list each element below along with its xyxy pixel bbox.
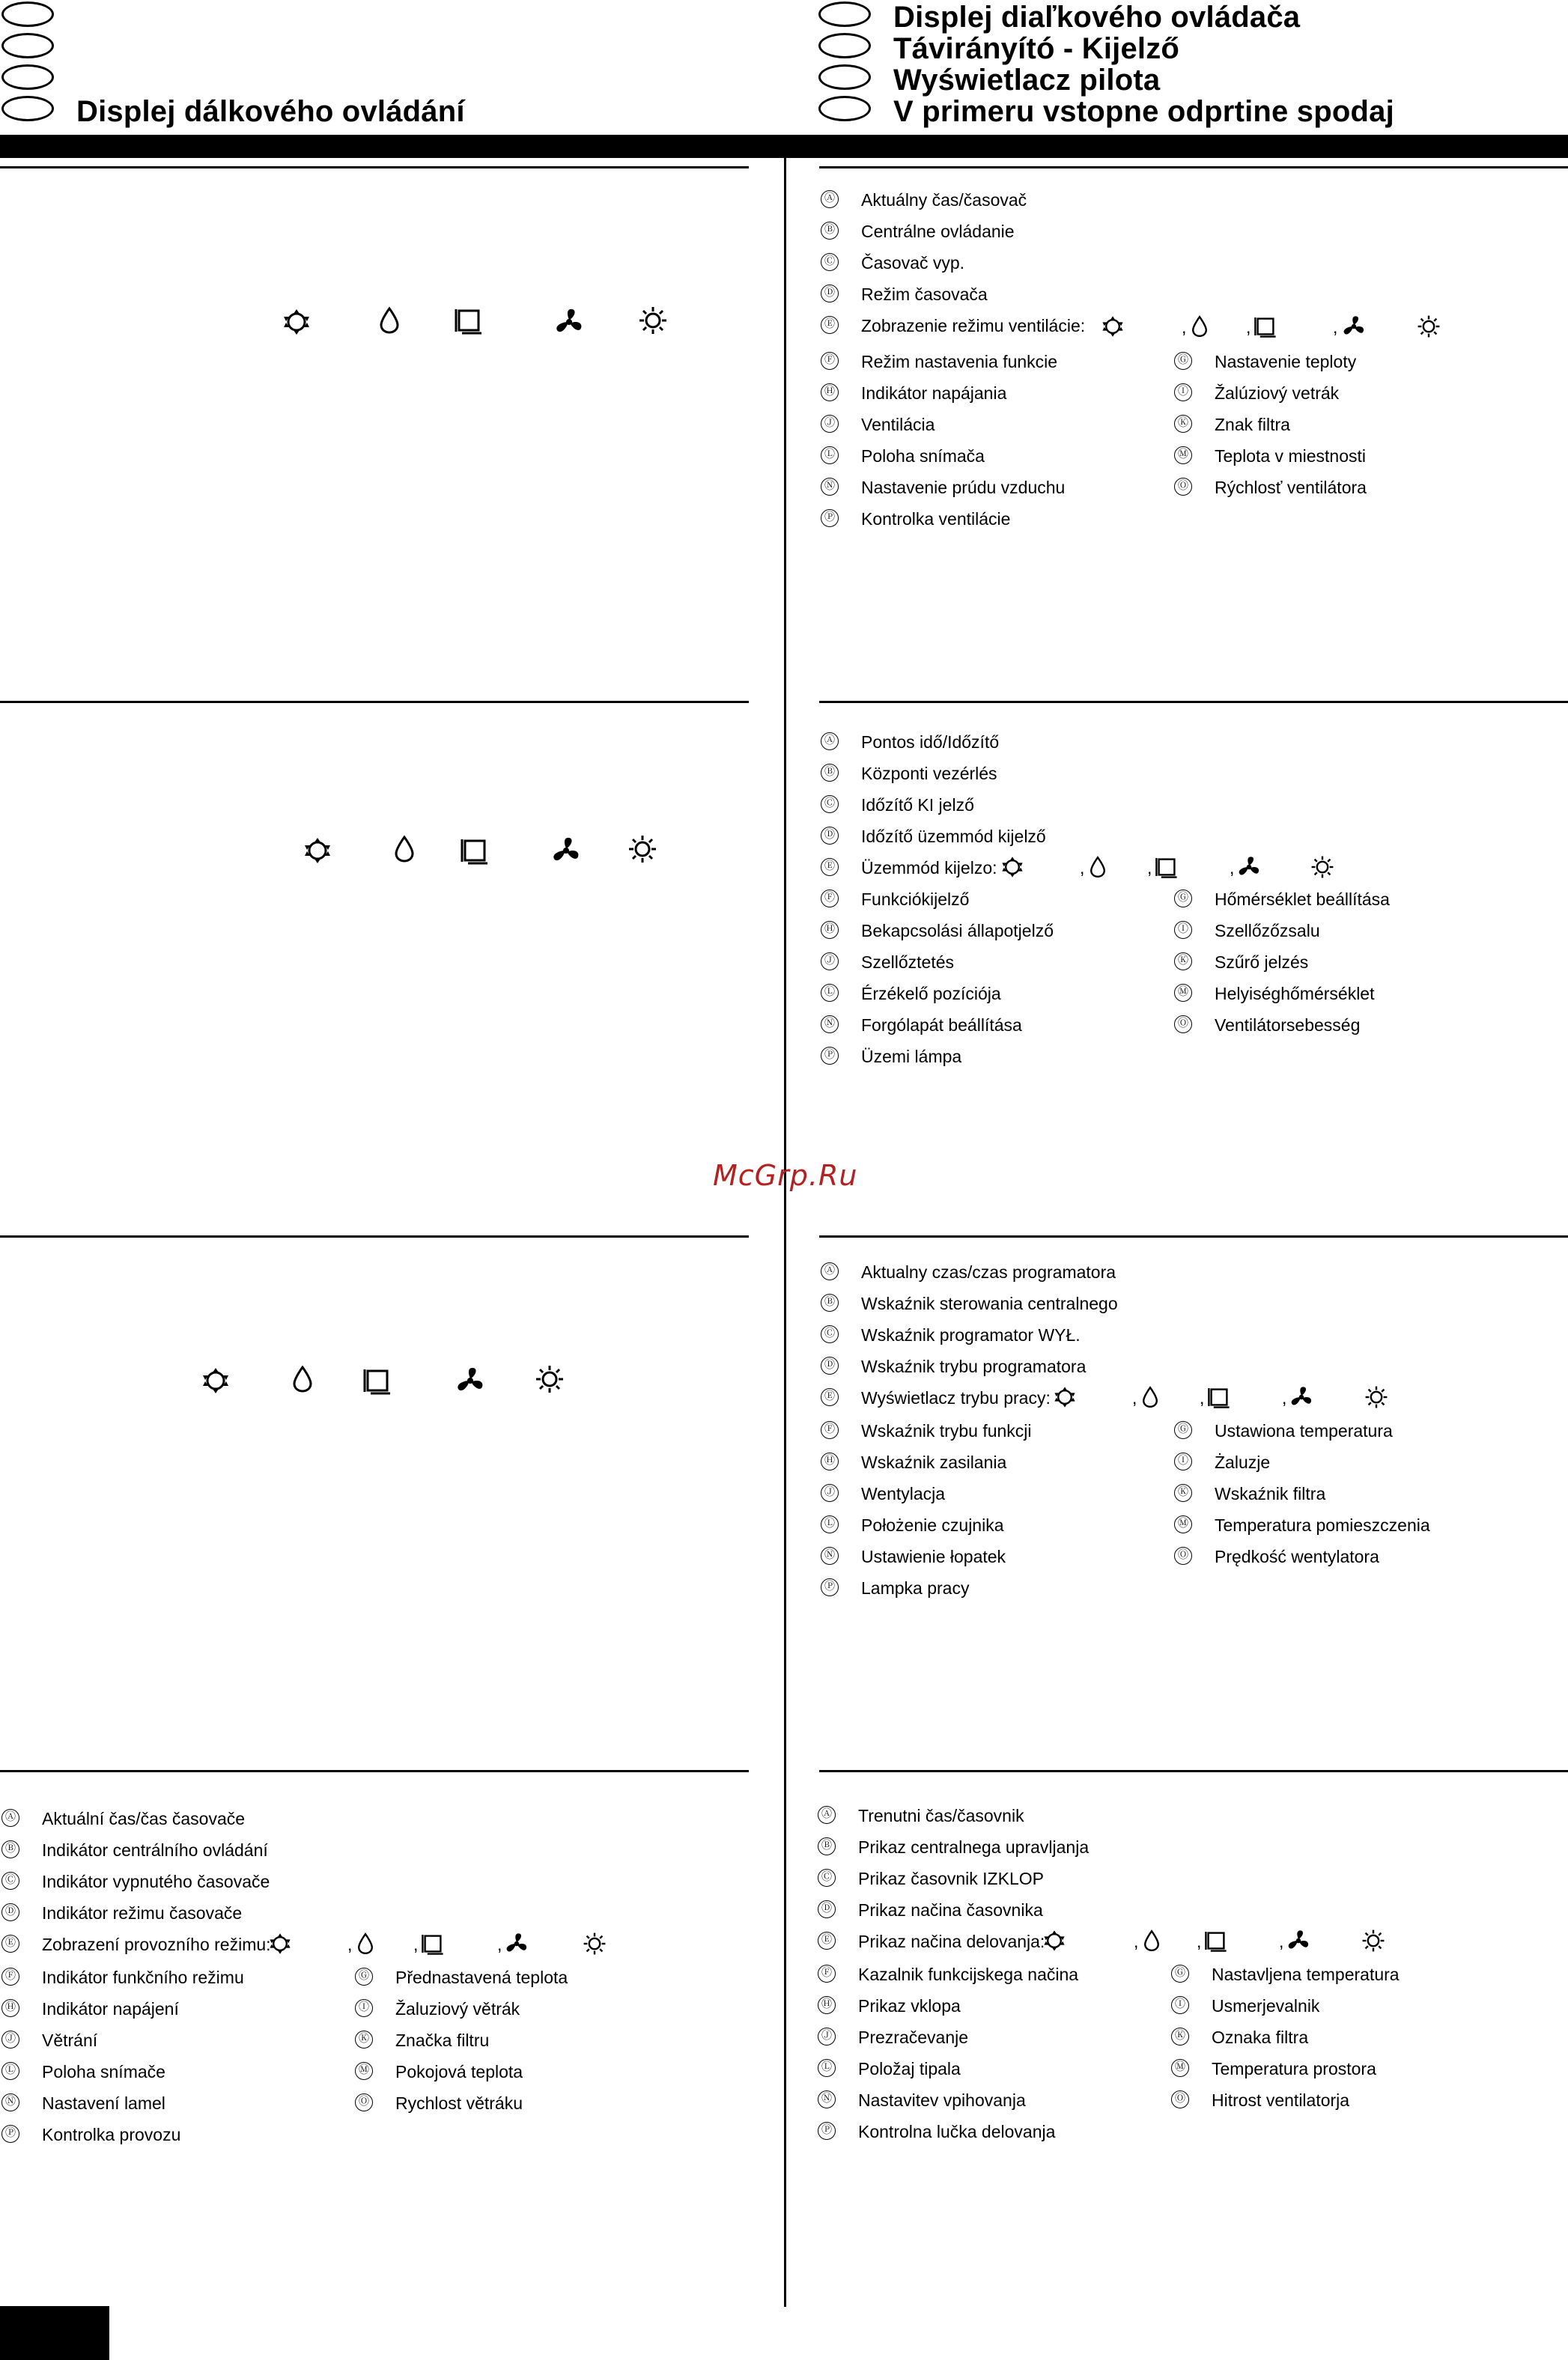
square-icon <box>362 1366 392 1396</box>
list-item: Ⓝ Ustawienie łopatek Ⓞ Prędkość wentylatora <box>821 1541 1555 1572</box>
list-item: Ⓛ Poloha snímača Ⓜ Teplota v miestnosti <box>821 440 1555 472</box>
drop-icon <box>1086 855 1110 879</box>
list-item: Ⓑ Prikaz centralnega upravljanja <box>818 1831 1559 1863</box>
list-item: Ⓟ Kontrolna lučka delovanja <box>818 2116 1559 2147</box>
drop-icon <box>288 1364 317 1394</box>
fan-icon <box>551 836 581 866</box>
list-item: Ⓕ Funkciókijelző Ⓖ Hőmérséklet beállítása <box>821 884 1555 915</box>
list-item: Ⓕ Wskaźnik trybu funkcji Ⓖ Ustawiona temperatura <box>821 1415 1555 1447</box>
list-item: Ⓛ Położenie czujnika Ⓜ Temperatura pomieszczenia <box>821 1509 1555 1541</box>
drop-icon <box>389 834 419 864</box>
square-icon <box>1155 855 1179 879</box>
rule-right-3 <box>819 1235 1568 1238</box>
rule-left-1 <box>0 166 749 168</box>
list-item: Ⓒ Prikaz časovnik IZKLOP <box>818 1863 1559 1894</box>
legend-cz <box>1 1803 743 2150</box>
list-item: Ⓟ Üzemi lámpa <box>821 1041 1555 1072</box>
list-item: Ⓓ Időzítő üzemmód kijelző <box>821 821 1555 852</box>
legend-pl <box>821 1256 1555 1604</box>
list-item: Ⓑ Indikátor centrálního ovládání <box>1 1834 743 1866</box>
marker-b: Ⓑ <box>821 222 839 240</box>
left-title: Displej dálkového ovládání <box>76 95 465 128</box>
sun-cycle-icon <box>282 307 312 337</box>
legend-hu <box>821 726 1555 1072</box>
list-item: Ⓙ Prezračevanje Ⓚ Oznaka filtra <box>818 2022 1559 2053</box>
list-item: Ⓝ Nastavenie prúdu vzduchu Ⓞ Rýchlosť ventilátora <box>821 472 1555 503</box>
marker-p: Ⓟ <box>821 509 839 527</box>
list-item-mode: Ⓔ Prikaz načina delovanja: , , , <box>818 1926 1559 1959</box>
list-item: Ⓑ Wskaźnik sterowania centralnego <box>821 1288 1555 1319</box>
marker-k: Ⓚ <box>1174 415 1192 433</box>
square-icon <box>421 1932 445 1956</box>
fan-icon <box>455 1366 485 1396</box>
marker-c: Ⓒ <box>821 253 839 271</box>
list-item: Ⓝ Forgólapát beállítása Ⓞ Ventilátorsebesség <box>821 1009 1555 1041</box>
fan-icon <box>1286 1929 1310 1953</box>
marker-i: Ⓘ <box>1174 383 1192 401</box>
right-title-sk: Displej diaľkového ovládača <box>893 1 1301 34</box>
marker-m: Ⓜ <box>1174 446 1192 464</box>
list-item: Ⓟ Lampka pracy <box>821 1572 1555 1604</box>
page-corner-tab <box>0 2306 109 2360</box>
fan-icon <box>505 1932 529 1956</box>
legend-sk <box>821 184 1555 535</box>
right-title-pl: Wyświetlacz pilota <box>893 64 1161 97</box>
list-item: Ⓙ Ventilácia Ⓚ Znak filtra <box>821 409 1555 440</box>
list-item: Ⓗ Indikátor napájení Ⓘ Žaluziový větrák <box>1 1993 743 2025</box>
sun-cycle-icon <box>1042 1929 1066 1953</box>
list-item: Ⓓ Wskaźnik trybu programatora <box>821 1351 1555 1382</box>
list-item: Ⓛ Poloha snímače Ⓜ Pokojová teplota <box>1 2056 743 2087</box>
list-item: Ⓐ Aktuální čas/čas časovače <box>1 1803 743 1834</box>
list-item: Ⓒ Időzítő KI jelző <box>821 789 1555 821</box>
list-item: Ⓓ Prikaz načina časovnika <box>818 1894 1559 1926</box>
marker-a: Ⓐ <box>821 190 839 208</box>
language-oval-5 <box>818 1 871 27</box>
square-icon <box>460 836 490 866</box>
list-item: Ⓗ Wskaźnik zasilania Ⓘ Żaluzje <box>821 1447 1555 1478</box>
sun-cycle-icon <box>1101 314 1125 338</box>
sun-cycle-icon <box>201 1366 231 1396</box>
list-item-mode: Ⓔ Wyświetlacz trybu pracy: , , , <box>821 1382 1555 1415</box>
fan-icon <box>554 307 584 337</box>
list-item: Ⓓ Indikátor režimu časovače <box>1 1897 743 1929</box>
square-icon <box>1207 1385 1231 1409</box>
rule-right-2 <box>819 701 1568 703</box>
language-oval-2 <box>1 33 54 58</box>
list-item: Ⓒ Indikátor vypnutého časovače <box>1 1866 743 1897</box>
sun-icon <box>1364 1385 1388 1409</box>
language-oval-1 <box>1 1 54 27</box>
list-item: Ⓕ Kazalnik funkcijskega načina Ⓖ Nastavljena temperatura <box>818 1959 1559 1990</box>
marker-h: Ⓗ <box>821 383 839 401</box>
language-oval-4 <box>1 96 54 121</box>
rule-left-2 <box>0 701 749 703</box>
sun-icon <box>1310 855 1334 879</box>
language-oval-6 <box>818 33 871 58</box>
list-item: Ⓗ Indikátor napájania Ⓘ Žalúziový vetrák <box>821 377 1555 409</box>
language-oval-8 <box>818 96 871 121</box>
sun-cycle-icon <box>268 1932 292 1956</box>
rule-right-1 <box>819 166 1568 168</box>
header-bar <box>0 135 1568 158</box>
sun-icon <box>583 1932 607 1956</box>
list-item-mode: Ⓔ Zobrazenie režimu ventilácie: , , , <box>821 310 1555 346</box>
right-title-si: V primeru vstopne odprtine spodaj <box>893 95 1394 128</box>
drop-icon <box>353 1932 377 1956</box>
sun-icon <box>535 1364 565 1394</box>
square-icon <box>1204 1929 1228 1953</box>
list-item: Ⓟ Kontrolka ventilácie <box>821 503 1555 535</box>
sun-cycle-icon <box>1053 1385 1077 1409</box>
marker-e: Ⓔ <box>821 316 839 334</box>
rule-left-3 <box>0 1235 749 1238</box>
marker-j: Ⓙ <box>821 415 839 433</box>
right-title-hu: Távirányító - Kijelző <box>893 32 1180 65</box>
language-oval-7 <box>818 64 871 90</box>
list-item: Ⓝ Nastavitev vpihovanja Ⓞ Hitrost ventilatorja <box>818 2084 1559 2116</box>
rule-left-4 <box>0 1770 749 1772</box>
list-item: Ⓛ Položaj tipala Ⓜ Temperatura prostora <box>818 2053 1559 2084</box>
column-divider <box>784 158 786 2307</box>
square-icon <box>1254 314 1277 338</box>
marker-l: Ⓛ <box>821 446 839 464</box>
fan-icon <box>1237 855 1261 879</box>
list-item: Ⓙ Wentylacja Ⓚ Wskaźnik filtra <box>821 1478 1555 1509</box>
list-item: Ⓙ Szellőztetés Ⓚ Szűrő jelzés <box>821 946 1555 978</box>
list-item: Ⓑ Központi vezérlés <box>821 758 1555 789</box>
watermark: McGrp.Ru <box>713 1159 858 1192</box>
fan-icon <box>1342 314 1366 338</box>
sun-icon <box>1417 314 1441 338</box>
list-item: Ⓐ Pontos idő/Időzítő <box>821 726 1555 758</box>
marker-o: Ⓞ <box>1174 478 1192 496</box>
list-item: Ⓓ Režim časovača <box>821 279 1555 310</box>
marker-f: Ⓕ <box>821 352 839 370</box>
sun-cycle-icon <box>303 836 332 866</box>
sun-cycle-icon <box>1000 855 1024 879</box>
language-oval-3 <box>1 64 54 90</box>
rule-right-4 <box>819 1770 1568 1772</box>
sun-icon <box>638 305 668 335</box>
list-item: Ⓗ Prikaz vklopa Ⓘ Usmerjevalnik <box>818 1990 1559 2022</box>
list-item: Ⓗ Bekapcsolási állapotjelző Ⓘ Szellőzőzsalu <box>821 915 1555 946</box>
list-item: Ⓐ Trenutni čas/časovnik <box>818 1800 1559 1831</box>
list-item: Ⓐ Aktualny czas/czas programatora <box>821 1256 1555 1288</box>
fan-icon <box>1289 1385 1313 1409</box>
square-icon <box>454 305 484 335</box>
marker-d: Ⓓ <box>821 285 839 302</box>
sun-icon <box>627 834 657 864</box>
list-item: Ⓑ Centrálne ovládanie <box>821 216 1555 247</box>
list-item-mode: Ⓔ Zobrazení provozního režimu: , , , <box>1 1929 743 1962</box>
drop-icon <box>374 305 404 335</box>
list-item: Ⓟ Kontrolka provozu <box>1 2119 743 2150</box>
list-item: Ⓒ Časovač vyp. <box>821 247 1555 279</box>
marker-n: Ⓝ <box>821 478 839 496</box>
list-item: Ⓐ Aktuálny čas/časovač <box>821 184 1555 216</box>
drop-icon <box>1188 314 1212 338</box>
list-item: Ⓕ Režim nastavenia funkcie Ⓖ Nastavenie teploty <box>821 346 1555 377</box>
list-item-mode: Ⓔ Üzemmód kijelzo: , , , <box>821 852 1555 884</box>
list-item: Ⓝ Nastavení lamel Ⓞ Rychlost větráku <box>1 2087 743 2119</box>
list-item: Ⓛ Érzékelő pozíciója Ⓜ Helyiséghőmérséklet <box>821 978 1555 1009</box>
list-item: Ⓒ Wskaźnik programator WYŁ. <box>821 1319 1555 1351</box>
marker-g: Ⓖ <box>1174 352 1192 370</box>
drop-icon <box>1138 1385 1162 1409</box>
list-item: Ⓙ Větrání Ⓚ Značka filtru <box>1 2025 743 2056</box>
legend-si <box>818 1800 1559 2147</box>
list-item: Ⓕ Indikátor funkčního režimu Ⓖ Přednastavená teplota <box>1 1962 743 1993</box>
drop-icon <box>1140 1929 1164 1953</box>
sun-icon <box>1361 1929 1385 1953</box>
